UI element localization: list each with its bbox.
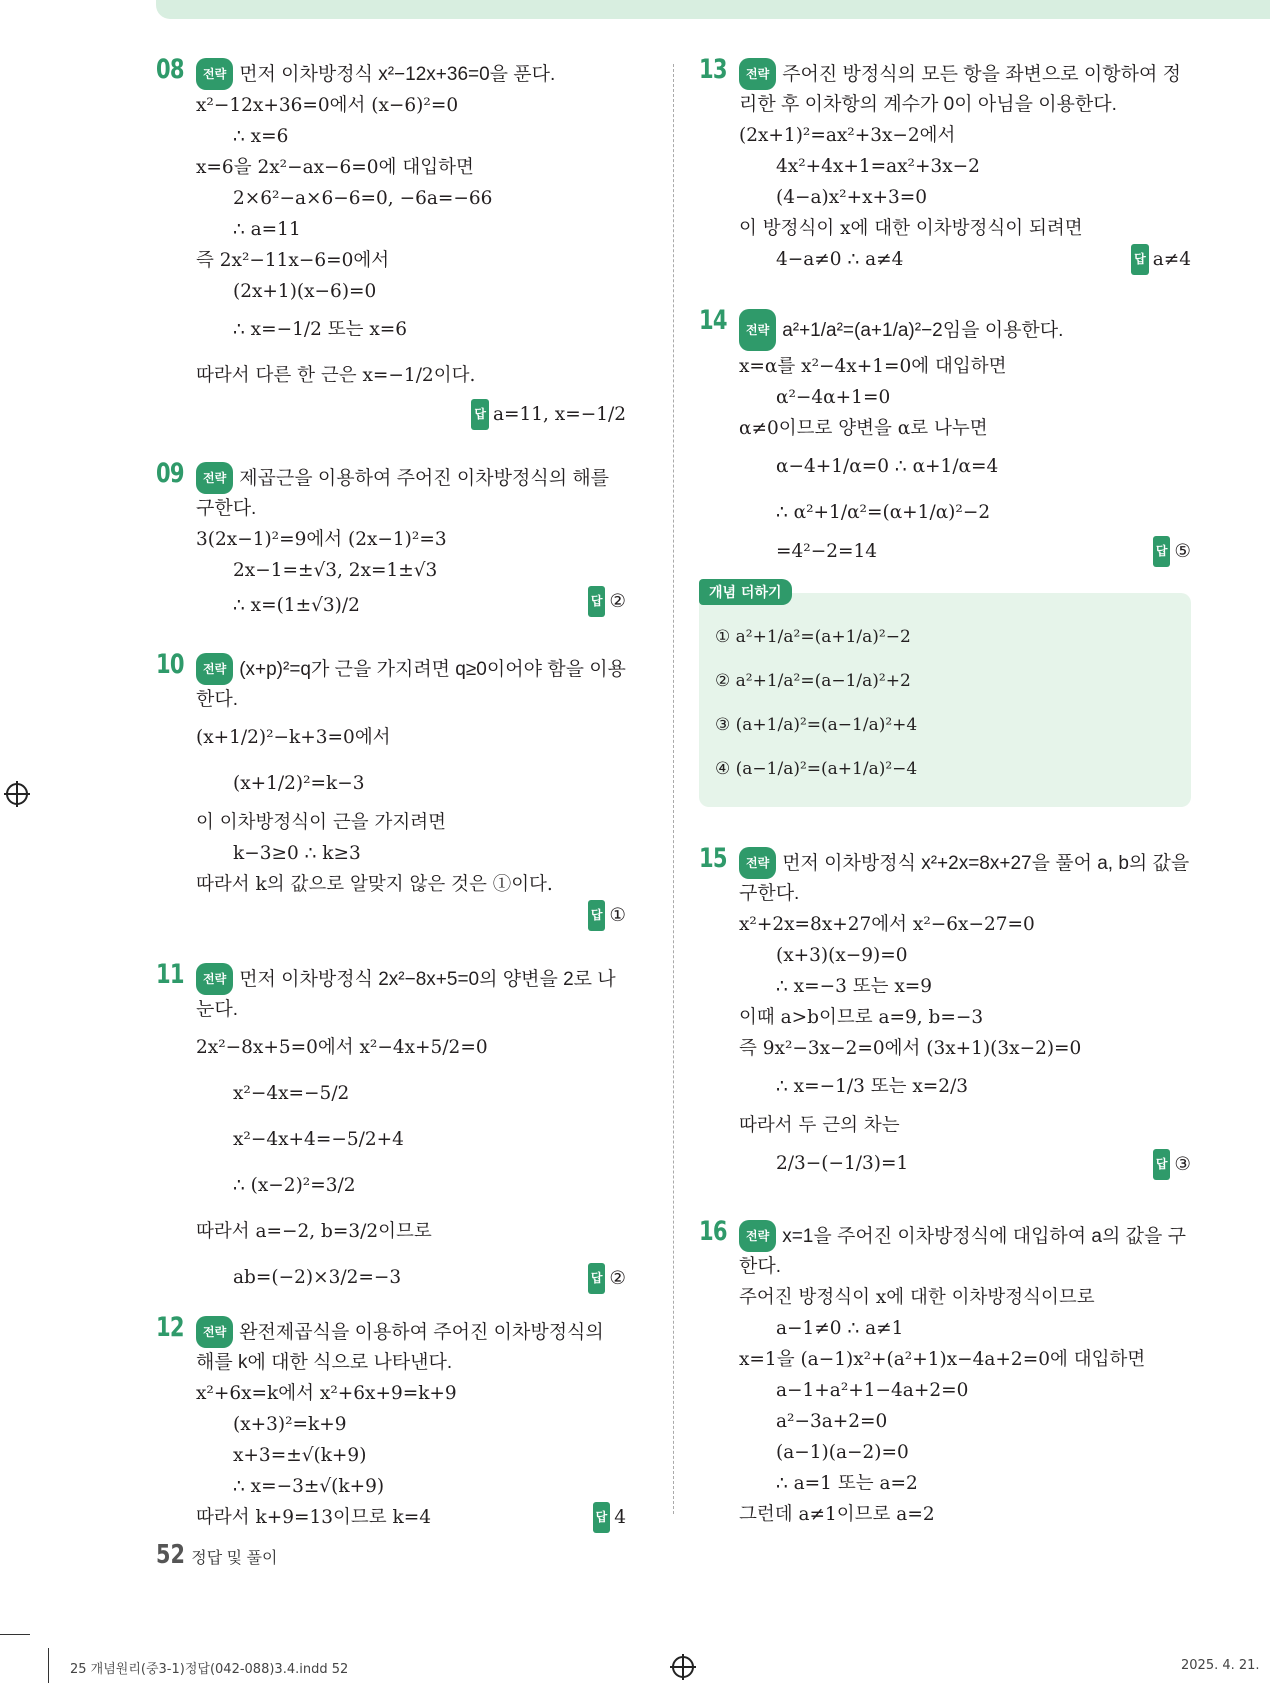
concept-tag: 개념 더하기: [699, 579, 792, 605]
strategy-text: 먼저 이차방정식 x²−12x+36=0을 푼다.: [239, 64, 556, 85]
crop-mark: [0, 1634, 30, 1635]
solution-line: x²−4x=−5/2: [233, 1083, 350, 1104]
strategy-badge: 전략: [739, 847, 776, 879]
solution-line: 3(2x−1)²=9에서 (2x−1)²=3: [196, 529, 447, 550]
solution-line: 2x²−8x+5=0에서 x²−4x+5/2=0: [196, 1037, 488, 1058]
header-band: [156, 0, 1270, 19]
problem-08: [156, 54, 626, 430]
solution-line: ab=(−2)×3/2=−3: [233, 1267, 402, 1288]
solution-line: ∴ x=−3 또는 x=9: [776, 976, 933, 997]
problem-number: 15: [699, 843, 727, 874]
answer-badge: 답: [593, 1502, 611, 1533]
registration-mark-icon: [672, 1656, 694, 1678]
crop-mark: [48, 1648, 49, 1683]
solution-line: x+3=±√(k+9): [233, 1445, 367, 1466]
solution-line: (2x+1)²=ax²+3x−2에서: [739, 125, 956, 146]
page-footer: [156, 1540, 277, 1570]
answer-badge: 답: [471, 399, 489, 430]
column-divider: [673, 64, 674, 1514]
solution-line: ∴ x=6: [233, 126, 289, 147]
answer-value: a≠4: [1152, 249, 1191, 270]
strategy-line: [739, 58, 1191, 120]
problem-number: 14: [699, 305, 727, 336]
answer-badge: 답: [588, 586, 606, 617]
solution-line: x=6을 2x²−ax−6=0에 대입하면: [196, 157, 474, 178]
solution-line: 따라서 k의 값으로 알맞지 않은 것은 ①이다.: [196, 874, 553, 895]
solution-line: x²−4x+4=−5/2+4: [233, 1129, 404, 1150]
answer-value: ②: [609, 591, 626, 612]
answer-line: [196, 399, 626, 430]
solution-line: 4−a≠0 ∴ a≠4: [776, 249, 904, 270]
problem-number: 10: [156, 649, 184, 680]
solution-line: x²−12x+36=0에서 (x−6)²=0: [196, 95, 459, 116]
strategy-line: [196, 462, 626, 524]
solution-line: (x+1/2)²−k+3=0에서: [196, 727, 391, 748]
solution-line: (a−1)(a−2)=0: [776, 1442, 909, 1463]
concept-line: ② a²+1/a²=(a−1/a)²+2: [715, 671, 911, 691]
solution-line: 따라서 두 근의 차는: [739, 1115, 900, 1136]
left-column: [156, 54, 626, 1533]
solution-line: k−3≥0 ∴ k≥3: [233, 843, 361, 864]
solution-line: 그런데 a≠1이므로 a=2: [739, 1504, 935, 1525]
section-label: 정답 및 풀이: [191, 1550, 278, 1567]
solution-line: (4−a)x²+x+3=0: [776, 187, 928, 208]
strategy-line: [739, 309, 1191, 351]
answer-badge: 답: [1153, 1149, 1171, 1180]
print-slug-left: 25 개념원리(중3-1)정답(042-088)3.4.indd 52: [70, 1662, 349, 1677]
solution-line: (x+1/2)²=k−3: [233, 773, 365, 794]
strategy-text: a²+1/a²=(a+1/a)²−2임을 이용한다.: [782, 320, 1064, 341]
solution-line: 주어진 방정식이 x에 대한 이차방정식이므로: [739, 1287, 1095, 1308]
solution-line: ∴ a=11: [233, 219, 301, 240]
solution-line: ∴ a=1 또는 a=2: [776, 1473, 918, 1494]
solution-line: ∴ x=−1/3 또는 x=2/3: [776, 1076, 969, 1097]
strategy-badge: 전략: [739, 309, 776, 351]
strategy-badge: 전략: [739, 1220, 776, 1252]
answer-value: ①: [609, 905, 626, 926]
solution-line: ∴ x=−3±√(k+9): [233, 1476, 385, 1497]
solution-line: 2/3−(−1/3)=1: [776, 1153, 909, 1174]
problem-number: 13: [699, 54, 727, 85]
problem-number: 11: [156, 959, 184, 990]
solution-line: a²−3a+2=0: [776, 1411, 888, 1432]
solution-line: x=1을 (a−1)x²+(a²+1)x−4a+2=0에 대입하면: [739, 1349, 1146, 1370]
solution-line: a−1≠0 ∴ a≠1: [776, 1318, 904, 1339]
problem-number: 16: [699, 1216, 727, 1247]
problem-11: [156, 959, 626, 1294]
spacer: [699, 275, 1191, 309]
spacer: [699, 807, 1191, 847]
problem-number: 08: [156, 54, 184, 85]
strategy-text: 주어진 방정식의 모든 항을 좌변으로 이항하여 정리한 후 이차항의 계수가 0이 아님을 이용한다.: [739, 64, 1181, 115]
concept-box: [699, 585, 1191, 807]
solution-line: 따라서 다른 한 근은 x=−1/2이다.: [196, 365, 476, 386]
strategy-line: [739, 1220, 1191, 1282]
answer-value: ②: [609, 1268, 626, 1289]
strategy-line: [196, 1316, 626, 1378]
solution-line: 즉 9x²−3x−2=0에서 (3x+1)(3x−2)=0: [739, 1038, 1082, 1059]
spacer: [156, 931, 626, 963]
solution-line: (x+3)(x−9)=0: [776, 945, 908, 966]
answer-badge: 답: [588, 900, 606, 931]
concept-line: ① a²+1/a²=(a+1/a)²−2: [715, 627, 911, 647]
problem-14: [699, 305, 1191, 567]
spacer: [156, 430, 626, 462]
answer-badge: 답: [588, 1263, 606, 1294]
solution-line: ∴ (x−2)²=3/2: [233, 1175, 356, 1196]
answer-value: 4: [614, 1507, 626, 1528]
concept-line: ④ (a−1/a)²=(a+1/a)²−4: [715, 759, 918, 779]
strategy-badge: 전략: [196, 58, 233, 90]
solution-line: ∴ α²+1/α²=(α+1/α)²−2: [776, 502, 991, 523]
strategy-text: x=1을 주어진 이차방정식에 대입하여 a의 값을 구한다.: [739, 1226, 1186, 1277]
solution-line: x²+2x=8x+27에서 x²−6x−27=0: [739, 914, 1035, 935]
problem-number: 09: [156, 458, 184, 489]
answer-badge: 답: [1131, 244, 1149, 275]
solution-line: 즉 2x²−11x−6=0에서: [196, 250, 390, 271]
registration-mark-icon: [6, 783, 28, 805]
solution-line: =4²−2=14: [776, 541, 878, 562]
strategy-badge: 전략: [196, 462, 233, 494]
right-column: [699, 54, 1191, 1530]
solution-line: α²−4α+1=0: [776, 387, 891, 408]
solution-line: 이 방정식이 x에 대한 이차방정식이 되려면: [739, 218, 1083, 239]
concept-line: ③ (a+1/a)²=(a−1/a)²+4: [715, 715, 918, 735]
answer-badge: 답: [1153, 536, 1171, 567]
strategy-badge: 전략: [196, 1316, 233, 1348]
solution-line: (x+3)²=k+9: [233, 1414, 347, 1435]
problem-16: [699, 1216, 1191, 1530]
solution-line: 2×6²−a×6−6=0, −6a=−66: [233, 188, 493, 209]
strategy-line: [196, 58, 626, 90]
solution-line: x=α를 x²−4x+1=0에 대입하면: [739, 356, 1007, 377]
problem-10: [156, 649, 626, 931]
problem-12: [156, 1312, 626, 1533]
solution-line: 따라서 a=−2, b=3/2이므로: [196, 1221, 432, 1242]
strategy-text: 먼저 이차방정식 x²+2x=8x+27을 풀어 a, b의 값을 구한다.: [739, 853, 1190, 904]
solution-line: 2x−1=±√3, 2x=1±√3: [233, 560, 438, 581]
solution-line: (2x+1)(x−6)=0: [233, 281, 377, 302]
answer-value: ⑤: [1174, 541, 1191, 562]
strategy-text: (x+p)²=q가 근을 가지려면 q≥0이어야 함을 이용한다.: [196, 659, 626, 710]
strategy-text: 완전제곱식을 이용하여 주어진 이차방정식의 해를 k에 대한 식으로 나타낸다.: [196, 1322, 604, 1373]
solution-line: 따라서 k+9=13이므로 k=4: [196, 1507, 431, 1528]
solution-line: ∴ x=(1±√3)/2: [233, 595, 360, 616]
strategy-badge: 전략: [196, 963, 233, 995]
page-number: 52: [156, 1540, 185, 1570]
answer-value: ③: [1174, 1154, 1191, 1175]
solution-line: α−4+1/α=0 ∴ α+1/α=4: [776, 456, 999, 477]
strategy-badge: 전략: [196, 653, 233, 685]
solution-line: α≠0이므로 양변을 α로 나누면: [739, 418, 988, 439]
solution-line: ∴ x=−1/2 또는 x=6: [233, 319, 408, 340]
solution-line: 이때 a>b이므로 a=9, b=−3: [739, 1007, 984, 1028]
strategy-line: [739, 847, 1191, 909]
solution-line: 이 이차방정식이 근을 가지려면: [196, 812, 446, 833]
strategy-text: 먼저 이차방정식 2x²−8x+5=0의 양변을 2로 나눈다.: [196, 969, 616, 1020]
strategy-line: [196, 653, 626, 715]
print-slug-right: 2025. 4. 21.: [1181, 1658, 1260, 1673]
solution-line: 4x²+4x+1=ax²+3x−2: [776, 156, 980, 177]
strategy-badge: 전략: [739, 58, 776, 90]
solution-line: a−1+a²+1−4a+2=0: [776, 1380, 969, 1401]
solution-line: x²+6x=k에서 x²+6x+9=k+9: [196, 1383, 457, 1404]
problem-15: [699, 843, 1191, 1180]
answer-value: a=11, x=−1/2: [492, 404, 626, 425]
strategy-text: 제곱근을 이용하여 주어진 이차방정식의 해를 구한다.: [196, 468, 610, 519]
problem-09: [156, 458, 626, 617]
answer-line: [196, 900, 626, 931]
strategy-line: [196, 963, 626, 1025]
problem-number: 12: [156, 1312, 184, 1343]
problem-13: [699, 54, 1191, 275]
